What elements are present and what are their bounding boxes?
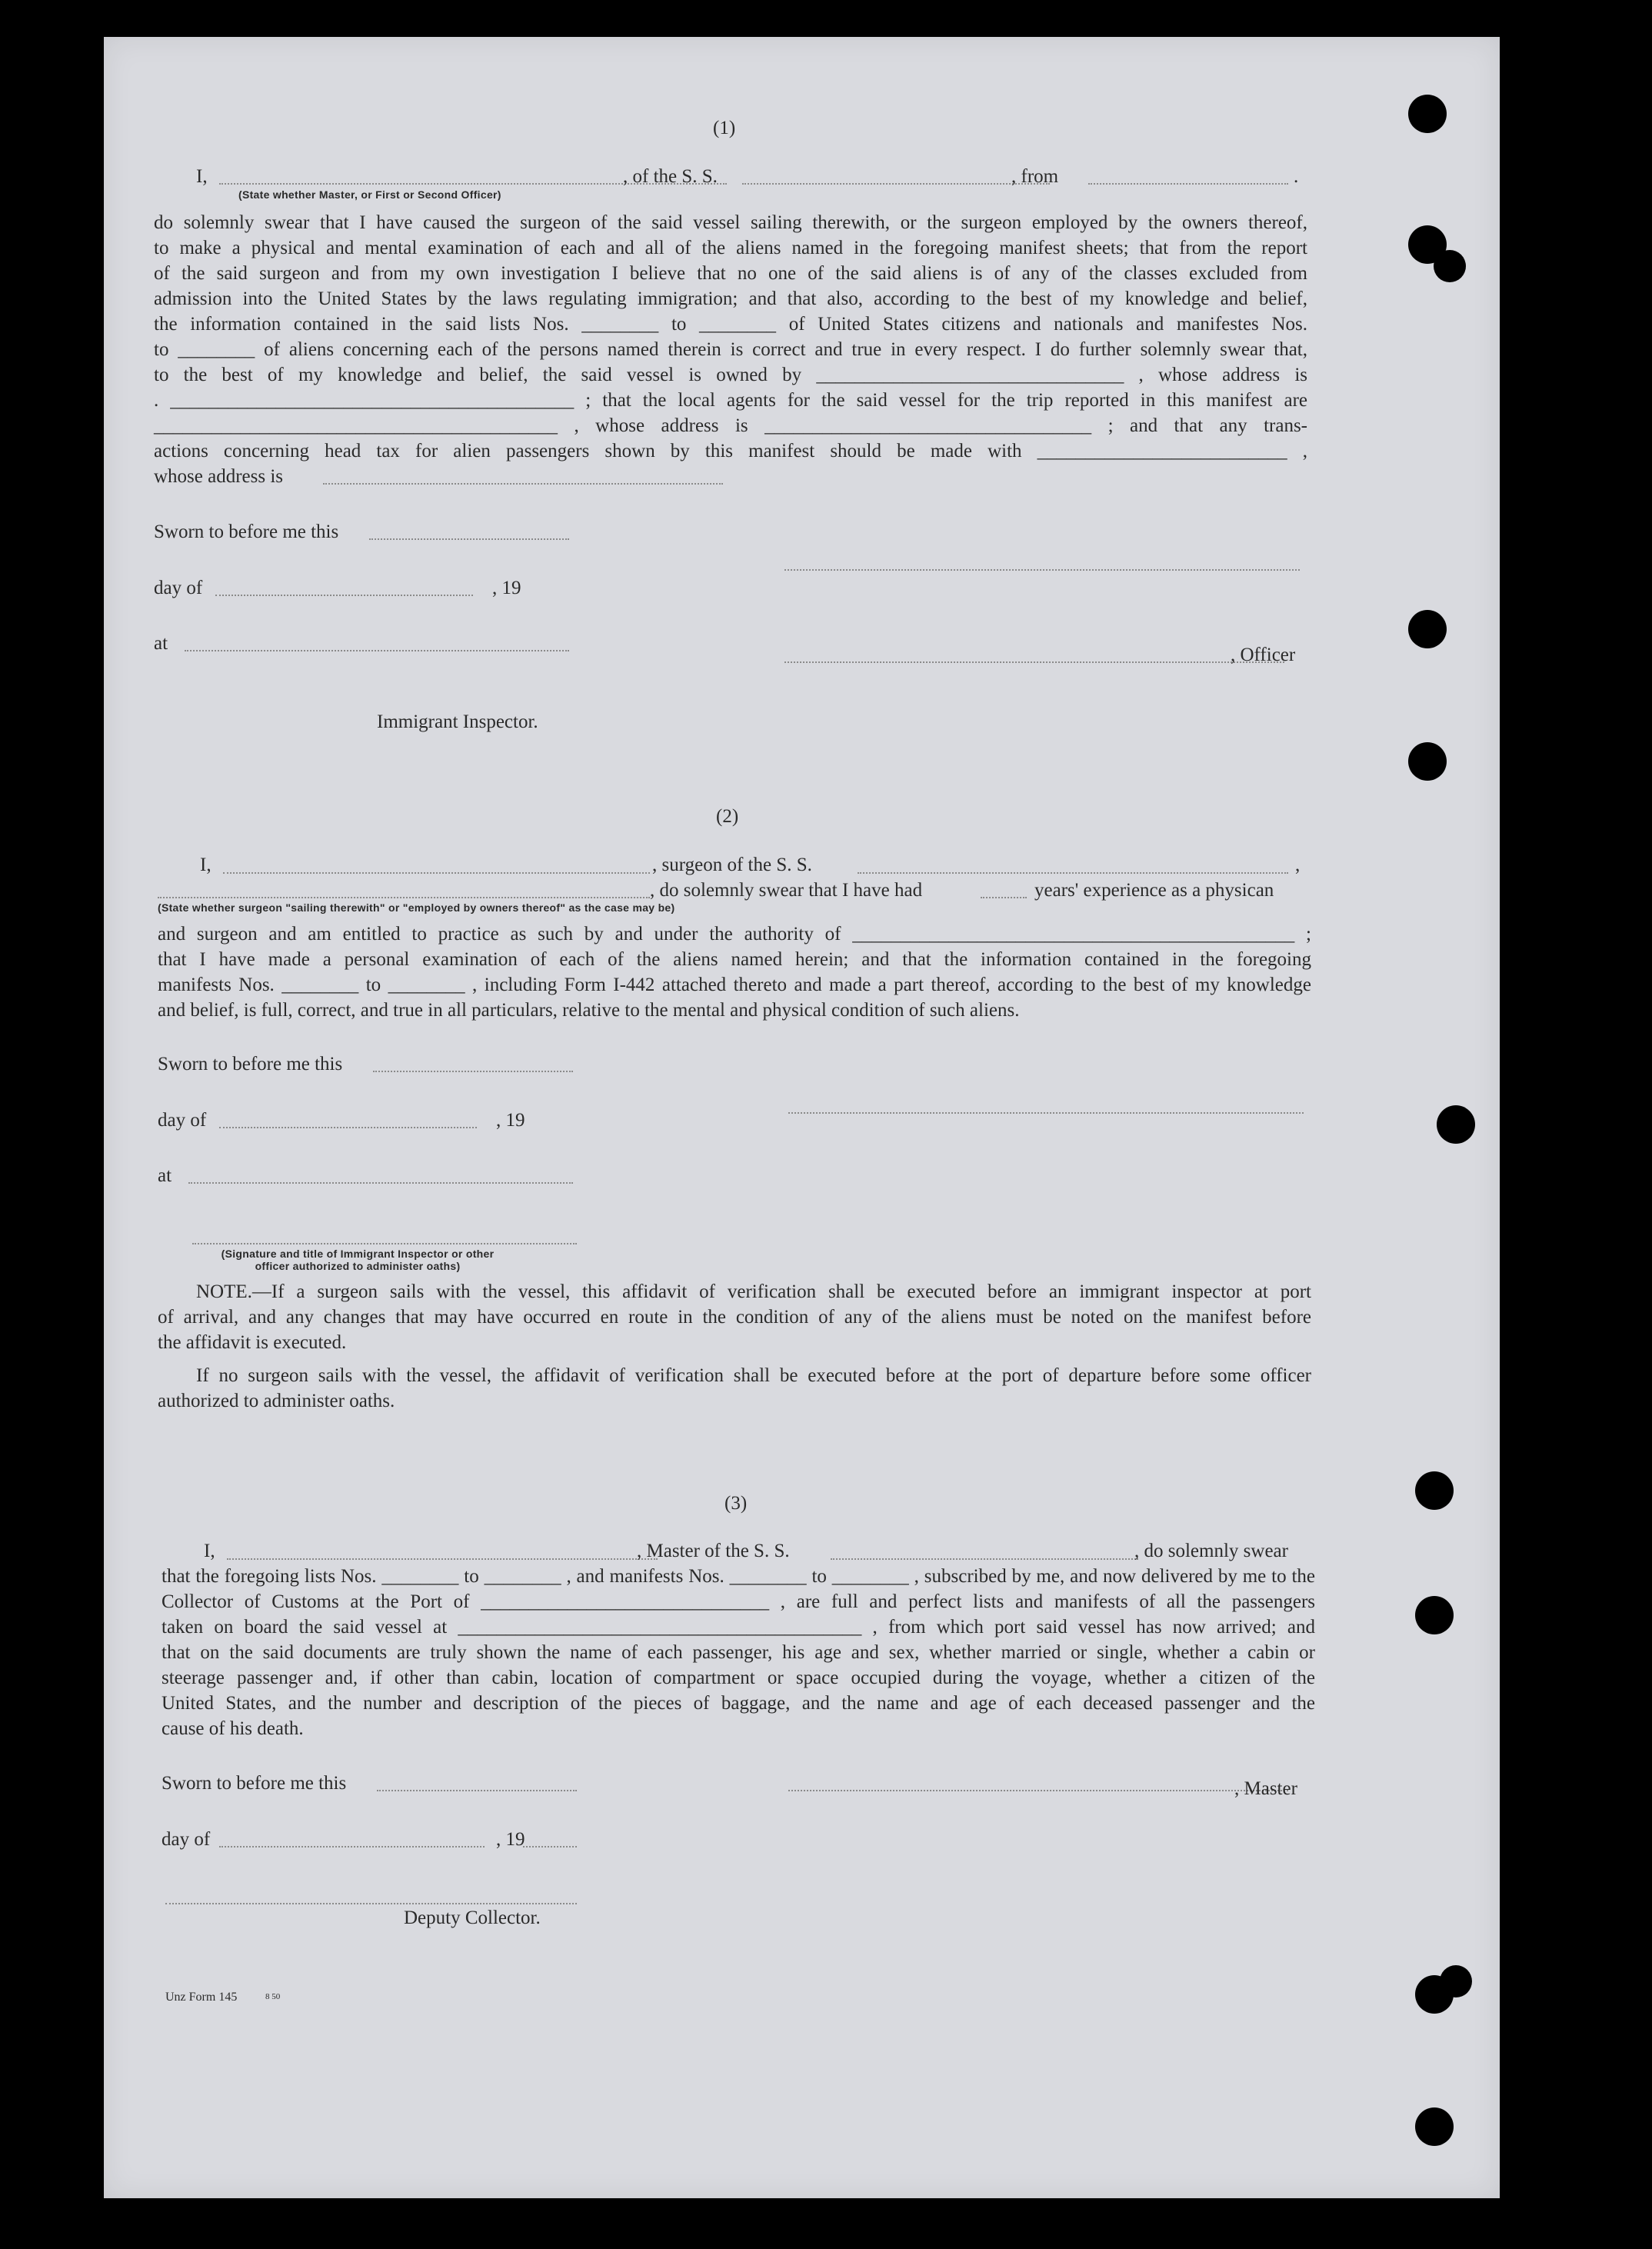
punch-hole	[1408, 742, 1447, 781]
s2-i-label: I,	[200, 855, 211, 875]
s1-i-label: I,	[196, 166, 208, 187]
s2-sworn-label: Sworn to before me this	[158, 1054, 343, 1075]
s2-note2-line-1: If no surgeon sails with the vessel, the affidavit of verification shall be executed before at the port of departure before some officer	[196, 1365, 1311, 1386]
s2-signature-note-1: (Signature and title of Immigrant Inspector or other	[221, 1248, 495, 1260]
form-number: Unz Form 145	[165, 1991, 238, 2004]
s3-year-label: , 19	[496, 1829, 525, 1850]
s3-master-sign-label: , Master	[1234, 1778, 1297, 1799]
s1-whose-address: whose address is	[154, 466, 284, 487]
s2-year-label: , 19	[496, 1110, 525, 1131]
s1-officer-label: , Officer	[1231, 645, 1296, 665]
punch-hole	[1437, 1105, 1475, 1144]
s1-from-label: , from	[1011, 166, 1059, 187]
punch-hole	[1434, 250, 1466, 282]
section-3-number: (3)	[724, 1493, 748, 1514]
s1-body-line-8: . __________________________________________ ; that the local agents for the said vessel for the trip reported in this manifest are	[154, 390, 1307, 411]
s2-note-line-2: of arrival, and any changes that may have occurred en route in the condition of any of the aliens must be noted on the manifest before	[158, 1307, 1311, 1328]
s3-body-line-2: Collector of Customs at the Port of ______________________________ , are full and perfect lists and manifests of all the passengers	[162, 1591, 1315, 1612]
section-1-number: (1)	[713, 118, 736, 138]
s2-body-line-2: that I have made a personal examination of each of the aliens named herein; and that the information contained in the foregoing	[158, 949, 1311, 970]
punch-hole	[1440, 1965, 1472, 1997]
s1-body-line-6: to ________ of aliens concerning each of the persons named therein is correct and true in every respect. I do further solemnly swear that,	[154, 339, 1307, 360]
s3-body-line-4: that on the said documents are truly shown the name of each passenger, his age and sex, whether married or single, whether a cabin or	[162, 1642, 1315, 1663]
punch-hole	[1408, 95, 1447, 133]
s1-sworn-label: Sworn to before me this	[154, 521, 339, 542]
s2-note-line-3: the affidavit is executed.	[158, 1332, 347, 1353]
s3-body-line-3: taken on board the said vessel at __________________________________________ , from which port said vessel has now arrived; and	[162, 1617, 1315, 1638]
s3-body-line-5: steerage passenger and, if other than cabin, location of compartment or space occupied during the voyage, whether a citizen of the	[162, 1668, 1315, 1688]
s2-surgeon-note: (State whether surgeon "sailing therewith" or "employed by owners thereof" as the case may be)	[158, 901, 675, 914]
s3-master-label: , Master of the S. S.	[637, 1541, 790, 1561]
s1-body-line-4: admission into the United States by the laws regulating immigration; and that also, according to the best of my knowledge and belief,	[154, 288, 1307, 309]
s2-body-line-1: and surgeon and am entitled to practice as such by and under the authority of ______________________________________________ ;	[158, 924, 1311, 945]
s1-inspector-label: Immigrant Inspector.	[377, 711, 538, 732]
s2-note2-line-2: authorized to administer oaths.	[158, 1391, 395, 1411]
s2-day-of-label: day of	[158, 1110, 207, 1131]
s2-experience-label: years' experience as a physican	[1034, 880, 1274, 901]
punch-hole	[1408, 610, 1447, 648]
s1-body-line-5: the information contained in the said lists Nos. ________ to ________ of United States citizens and nationals and manifestes Nos.	[154, 314, 1307, 335]
s3-body-line-6: United States, and the number and description of the pieces of baggage, and the name and age of each deceased passenger and the	[162, 1693, 1315, 1714]
section-2-number: (2)	[716, 806, 739, 827]
s1-of-ss-label: , of the S. S.	[623, 166, 718, 187]
s2-swear-label: , do solemnly swear that I have had	[650, 880, 923, 901]
s3-swear-label: , do solemnly swear	[1134, 1541, 1288, 1561]
s3-day-of-label: day of	[162, 1829, 211, 1850]
s1-body-line-9: __________________________________________ , whose address is __________________________________ ; and that any trans-	[154, 415, 1307, 436]
document-page: (1) I, , of the S. S. , from . (State whether Master, or First or Second Officer) do solemnly swear that I have caused the surgeon of the said vessel sailing therewith, or the surgeon employed by the owners thereof, to make a physical and mental examination of each and all of the aliens named in the foregoing manifest sheets; that from the report of the said surgeon and from my own investigation I believe that no one of the said aliens is of any of the classes excluded from admission into the United States by the laws regulating immigration; and that also, according to the best of my knowledge and belief, the information contained in the said lists Nos. ________ to ________ of United States citizens and nationals and manifestes Nos. to ________ of aliens concerning each of the persons named therein is correct and true in every respect. I do further solemnly swear that, to the best of my knowledge and belief, the said vessel is owned by ________________________________ , whose address is . __________________________________________ ; that the local agents for the said vessel for the trip reported in this manifest are __________________________________________ , whose address is __________________________________ ; and that any trans- actions concerning head tax for alien passengers shown by this manifest should be made with __________________________ , whose address is Sworn to before me this day of , 19 at , Officer Immigrant Inspector. (2) I, , surgeon of the S. S. , , do solemnly swear that I have had years' experience as a physican (State whether surgeon "sailing therewith" or "employed by owners thereof" as the case may be) and surgeon and am entitled to practice as such by and under the authority of ______________________________________________ ; that I have made a personal examination of each of the aliens named herein; and that the information contained in the foregoing manifests Nos. ________ to ________ , including Form I-442 attached thereto and made a part thereof, according to the best of my knowledge and belief, is full, correct, and true in all particulars, relative to the mental and physical condition of such aliens. Sworn to before me this day of , 19 at (Signature and title of Immigrant Inspector or other officer authorized to administer oaths) NOTE.—If a surgeon sails with the vessel, this affidavit of verification shall be executed before an immigrant inspector at port of arrival, and any changes that may have occurred en route in the condition of any of the aliens must be noted on the manifest before the affidavit is executed. If no surgeon sails with the vessel, the affidavit of verification shall be executed before at the port of departure before some officer authorized to administer oaths. (3) I, , Master of the S. S. , do solemnly swear that the foregoing lists Nos. ________ to ________ , and manifests Nos. ________ to ________ , subscribed by me, and now delivered by me to the Collector of Customs at the Port of ______________________________ , are full and perfect lists and manifests of all the passengers taken on board the said vessel at __________________________________________ , from which port said vessel has now arrived; and that on the said documents are truly shown the name of each passenger, his age and sex, whether married or single, whether a cabin or steerage passenger and, if other than cabin, location of compartment or space occupied during the voyage, whether a citizen of the United States, and the number and description of the pieces of baggage, and the name and age of each deceased passenger and the cause of his death. Sworn to before me this , Master day of , 19 Deputy Collector. Unz Form 145 8 50	[104, 37, 1500, 2198]
s1-master-note: (State whether Master, or First or Second Officer)	[238, 188, 501, 201]
s3-body-line-7: cause of his death.	[162, 1718, 304, 1739]
s1-body-line-3: of the said surgeon and from my own investigation I believe that no one of the said aliens is of any of the classes excluded from	[154, 263, 1307, 284]
s1-year-label: , 19	[492, 578, 521, 598]
s1-at-label: at	[154, 633, 168, 654]
s2-signature-note-2: officer authorized to administer oaths)	[255, 1260, 461, 1272]
punch-hole	[1415, 1471, 1454, 1510]
punch-hole	[1415, 1596, 1454, 1634]
s3-i-label: I,	[204, 1541, 215, 1561]
punch-hole	[1415, 2107, 1454, 2146]
s3-sworn-label: Sworn to before me this	[162, 1773, 347, 1794]
s1-body-line-2: to make a physical and mental examination of each and all of the aliens named in the foregoing manifest sheets; that from the report	[154, 238, 1307, 258]
s1-day-of-label: day of	[154, 578, 203, 598]
s2-note-line-1: NOTE.—If a surgeon sails with the vessel, this affidavit of verification shall be executed before an immigrant inspector at port	[196, 1281, 1311, 1302]
s1-body-line-10: actions concerning head tax for alien passengers shown by this manifest should be made with __________________________ ,	[154, 441, 1307, 461]
s3-deputy-label: Deputy Collector.	[404, 1907, 541, 1928]
s2-body-line-3: manifests Nos. ________ to ________ , including Form I-442 attached thereto and made a part thereof, according to the best of my knowledge	[158, 975, 1311, 995]
form-code: 8 50	[265, 1992, 281, 2001]
s2-at-label: at	[158, 1165, 172, 1186]
s2-body-line-4: and belief, is full, correct, and true in all particulars, relative to the mental and physical condition of such aliens.	[158, 1000, 1020, 1021]
s1-body-line-1: do solemnly swear that I have caused the surgeon of the said vessel sailing therewith, or the surgeon employed by the owners thereof,	[154, 212, 1307, 233]
s3-body-line-1: that the foregoing lists Nos. ________ to ________ , and manifests Nos. ________ to ________ , subscribed by me, and now delivered by me to the	[162, 1566, 1315, 1587]
s2-surgeon-label: , surgeon of the S. S.	[652, 855, 812, 875]
s1-body-line-7: to the best of my knowledge and belief, the said vessel is owned by ________________________________ , whose address is	[154, 365, 1307, 385]
